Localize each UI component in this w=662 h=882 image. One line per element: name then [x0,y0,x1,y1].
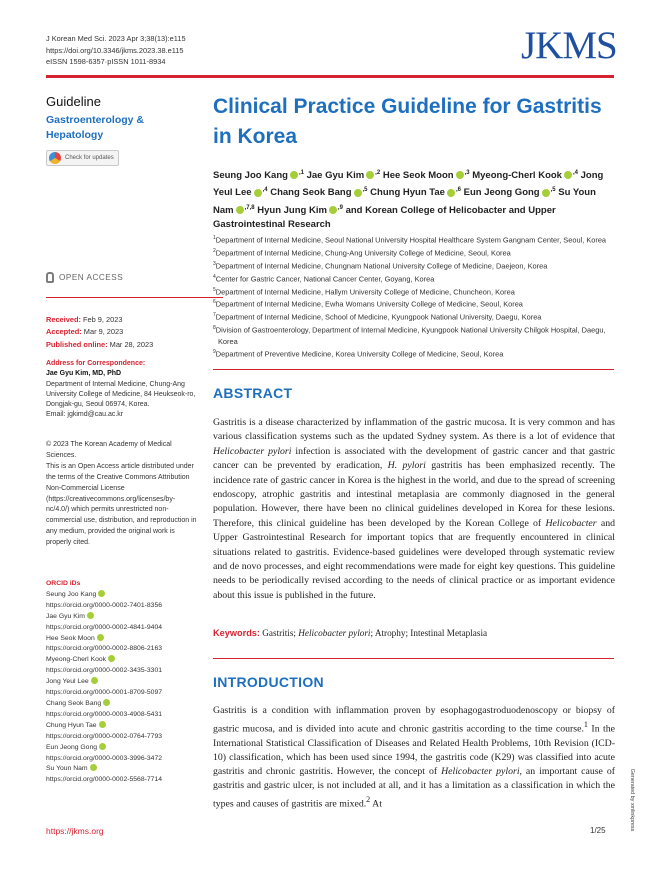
orcid-name [46,699,202,710]
correspondence-address: Department of Internal Medicine, Chung-Ang University College of Medicine, 84 Heukseok-ro, Dongjak-gu, Seoul 06974, Korea. [46,380,196,409]
open-access-divider [46,297,223,298]
subject-category: Gastroenterology & Hepatology [46,114,145,141]
published-row [46,339,153,351]
author-name: Seung Joo Kang [213,170,288,182]
affiliation-item [213,310,618,323]
affiliation-item [213,347,618,360]
author-name: Hee Seok Moon [382,170,454,182]
keyword-run: ; Atrophy; Intestinal Metaplasia [370,628,488,638]
correspondence-email[interactable]: Email: jgkimd@cau.ac.kr [46,411,124,419]
orcid-link[interactable]: https://orcid.org/0000-0002-0764-7793 [46,732,163,740]
accepted-date: Mar 9, 2023 [83,327,124,337]
orcid-icon [90,764,97,771]
orcid-link[interactable]: https://orcid.org/0000-0002-7401-8356 [46,601,163,609]
affiliation-number: 8 [213,325,216,332]
orcid-icon [99,743,106,750]
received-label: Received: [46,315,81,324]
orcid-icon[interactable] [447,189,455,197]
author-name: Jae Gyu Kim [306,170,365,182]
abstract-run: Helicobacter pylori [213,445,292,457]
introduction-heading: INTRODUCTION [213,674,324,690]
affiliation-item [213,233,618,246]
author-name: Chung Hyun Tae [370,187,445,199]
author-name: Su Youn Nam [213,187,596,217]
orcid-author: Su Youn Nam [46,765,88,773]
author-name: Jong Yeul Lee [213,170,604,199]
orcid-link[interactable]: https://orcid.org/0000-0002-3435-3301 [46,667,163,675]
abstract-run: and Upper Gastrointestinal Research for important topics that are frequently encountered in clinical situations related to gastritis. Evidence-based guidelines were developed through systematic review and de novo processes, and eight recommendations were made for eight key questions. This guideline needs to be periodically revised according to the needs of clinical practice or as important evidence about this issue is published in the future. [213,517,615,601]
journal-site-link[interactable]: https://jkms.org [46,826,104,836]
journal-logo: JKMS [521,24,617,67]
generator-note [625,758,639,842]
orcid-icon [87,612,94,619]
affiliation-number: 1 [213,235,216,241]
received-date: Feb 9, 2023 [82,315,123,324]
orcid-author: Myeong-Cherl Kook [46,656,107,664]
orcid-name [46,764,202,775]
keywords [213,628,613,638]
orcid-icon[interactable] [329,206,337,214]
introduction-text [213,704,615,812]
author-affiliation-ref: ,4 [262,187,268,194]
abstract-divider [213,658,614,659]
orcid-icon[interactable] [564,171,572,179]
orcid-name [46,612,202,623]
keywords-label: Keywords: [213,628,260,638]
author-affiliation-ref: ,5 [362,187,368,194]
citation: J Korean Med Sci. 2023 Apr 3;38(13):e115 [46,34,186,43]
affiliation-item [213,297,618,310]
orcid-author: Hee Seok Moon [46,634,95,642]
issn: eISSN 1598-6357·pISSN 1011-8934 [46,57,166,67]
abstract-heading: ABSTRACT [213,385,293,401]
received-row [46,314,153,326]
open-access-badge [46,272,123,283]
orcid-name [46,721,202,732]
affiliation-text: Department of Internal Medicine, Chung-Ang University College of Medicine, Seoul, Korea [215,248,511,258]
orcid-icon[interactable] [236,206,244,214]
crossmark-icon [49,152,61,164]
generator-text: Generated by xmlinkpress [629,768,635,832]
orcid-icon [108,655,115,662]
intro-run: 2 [366,795,371,805]
correspondence [46,359,202,421]
affiliation-number: 3 [213,260,216,267]
keyword-run: Helicobacter pylori [298,628,371,638]
orcid-items [46,590,202,786]
author-affiliation-ref: ,4 [572,170,578,176]
author-affiliation-ref: ,2 [375,170,381,176]
affiliation-text: Department of Internal Medicine, School of Medicine, Kyungpook National University, Daegu, Korea [215,312,542,322]
affiliation-text: Department of Internal Medicine, Chungnam National University College of Medicine, Daejeon, Korea [215,261,548,271]
affiliation-number: 4 [213,273,216,280]
orcid-name [46,677,202,688]
article-type: Guideline [46,94,101,109]
abstract-text [213,416,615,603]
orcid-author: Eun Jeong Gong [46,743,98,751]
affiliation-item [213,246,618,259]
affiliation-number: 9 [213,349,216,356]
intro-run: In the International Statistical Classification of Diseases and Related Health Problems, 10th Revision (ICD-10) classification, which has been used since 1994, the gastritis code (K29) was classified into acute gastritis and chronic gastritis. However, the concept of [213,723,616,778]
affiliation-text: Department of Internal Medicine, Seoul National University Hospital Healthcare System Gangnam Center, Seoul, Korea [215,235,607,245]
abstract-run: H. pylori [387,460,426,472]
abstract-run: infection is associated with the development of gastric cancer and that gastric cancer can be prevented by eradication, [213,445,615,472]
author-affiliation-ref: ,5 [550,187,556,194]
abstract-run: Gastritis is a disease characterized by inflammation of the gastric mucosa. It is very common and has various classification systems such as the updated Sydney system. As there is a lot of evidence that [213,417,615,443]
orcid-icon [98,590,105,597]
keyword-run: Gastritis; [259,628,299,638]
affiliation-item [213,272,618,285]
orcid-author: Jong Yeul Lee [46,678,89,686]
affiliation-text: Department of Preventive Medicine, Korea University College of Medicine, Seoul, Korea [215,349,504,359]
affiliation-text: Division of Gastroenterology, Department of Internal Medicine, Kyungpook National University Chilgok Hospital, Daegu, Korea [215,325,606,346]
orcid-name [46,590,202,601]
orcid-author: Jae Gyu Kim [46,612,85,620]
author-affiliation-ref: ,6 [455,187,461,194]
author-affiliation-ref: ,3 [464,170,470,176]
left-sidebar [46,94,202,784]
check-updates-label: Check for updates [65,155,114,161]
copyright-line: © 2023 The Korean Academy of Medical Sciences. [46,441,172,459]
orcid-name [46,655,202,666]
orcid-link[interactable]: https://orcid.org/0000-0002-4841-9404 [46,623,163,631]
doi-link[interactable]: https://doi.org/10.3346/jkms.2023.38.e115 [46,45,184,55]
open-lock-icon [46,272,54,283]
orcid-author: Chang Seok Bang [46,699,102,707]
abstract-run: Helicobacter [545,517,597,529]
open-access-label: OPEN ACCESS [59,273,124,282]
orcid-heading: ORCID iDs [46,580,81,587]
orcid-icon [103,699,110,706]
author-name: Eun Jeong Gong [463,187,540,199]
orcid-icon[interactable] [290,171,298,179]
affiliation-item [213,323,618,347]
published-date: Mar 28, 2023 [109,339,154,349]
affiliation-number: 5 [213,286,216,293]
author-name: Chang Seok Bang [270,187,352,199]
author-affiliation-ref: ,9 [337,204,343,211]
orcid-author: Seung Joo Kang [46,590,97,598]
page-number: 1/25 [590,826,606,835]
orcid-icon[interactable] [542,189,550,197]
author-group: and Korean College of Helicobacter and Upper Gastrointestinal Research [213,205,556,231]
affiliation-item [213,285,618,298]
affiliation-text: Department of Internal Medicine, Hallym University College of Medicine, Chuncheon, Korea [215,286,515,296]
orcid-icon[interactable] [254,189,262,197]
affiliation-number: 6 [213,299,216,306]
affiliation-text: Department of Internal Medicine, Ewha Womans University College of Medicine, Seoul, Korea [215,299,523,309]
affiliation-item [213,259,618,272]
correspondence-label: Address for Correspondence: [46,360,146,367]
intro-run: At [370,798,382,810]
author-affiliation-ref: ,7,8 [244,204,255,211]
intro-run: 1 [583,720,588,730]
affiliations-divider [213,369,614,370]
license-text: This is an Open Access article distributed under the terms of the Creative Commons Attribution Non-Commercial License (https://creativecommons.org/licenses/by-nc/4.0/) which permits unrestricted non-commercial use, distribution, and reproduction in any medium, provided the original work is properly cited. [46,462,197,547]
affiliation-number: 2 [213,247,216,254]
affiliation-number: 7 [213,312,216,319]
orcid-icon [99,721,106,728]
orcid-icon[interactable] [354,189,362,197]
orcid-link[interactable]: https://orcid.org/0000-0002-5568-7714 [46,776,163,784]
author-affiliation-ref: ,1 [298,170,304,176]
check-updates-button[interactable] [46,150,119,166]
header-divider [46,75,614,78]
affiliation-list [213,233,618,360]
accepted-label: Accepted: [46,327,82,337]
correspondence-name: Jae Gyu Kim, MD, PhD [46,370,122,378]
orcid-link[interactable]: https://orcid.org/0000-0003-3996-3472 [46,754,163,762]
journal-meta [46,33,186,68]
author-name: Myeong-Cherl Kook [472,170,562,182]
article-dates [46,314,153,351]
author-name: Hyun Jung Kim [257,205,327,217]
orcid-name [46,634,202,645]
abstract-run: gastritis has been emphasized recently. The incidence rate of gastric cancer in Korea is the highest in the world, and due to the spread of screening endoscopy, atrophic gastritis and intestinal metaplasia are commonly diagnosed in the general population. However, there have been no clinical guidelines developed in Korea for these lesions. Therefore, this clinical guideline has been developed by the Korean College of [213,460,616,529]
orcid-link[interactable]: https://orcid.org/0000-0002-8806-2163 [46,645,163,653]
keywords-list [260,628,487,638]
accepted-row [46,326,153,338]
intro-run: , an important cause of gastritis and gastric ulcer, is not included at all, and it has a limitation as a classification in which the types and causes of gastritis are mixed. [213,766,615,810]
orcid-link[interactable]: https://orcid.org/0000-0003-4908-5431 [46,710,163,718]
copyright-notice [46,440,198,549]
intro-run: Gastritis is a condition with inflammation proven by esophagogastroduodenoscopy or biopsy of gastric mucosa, and is divided into acute and chronic gastritis according to the time course. [213,705,615,735]
article-title: Clinical Practice Guideline for Gastritis in Korea [213,95,602,148]
orcid-name [46,743,202,754]
orcid-icon [91,677,98,684]
affiliation-text: Center for Gastric Cancer, National Cancer Center, Goyang, Korea [215,274,435,284]
orcid-author: Chung Hyun Tae [46,721,97,729]
published-label: Published online: [46,339,108,349]
intro-run: Helicobacter pylori [441,766,520,778]
orcid-icon[interactable] [456,171,464,179]
author-list [213,166,613,233]
orcid-list [46,579,202,786]
orcid-icon[interactable] [366,171,374,179]
orcid-icon [97,634,104,641]
orcid-link[interactable]: https://orcid.org/0000-0001-8709-5097 [46,689,163,697]
